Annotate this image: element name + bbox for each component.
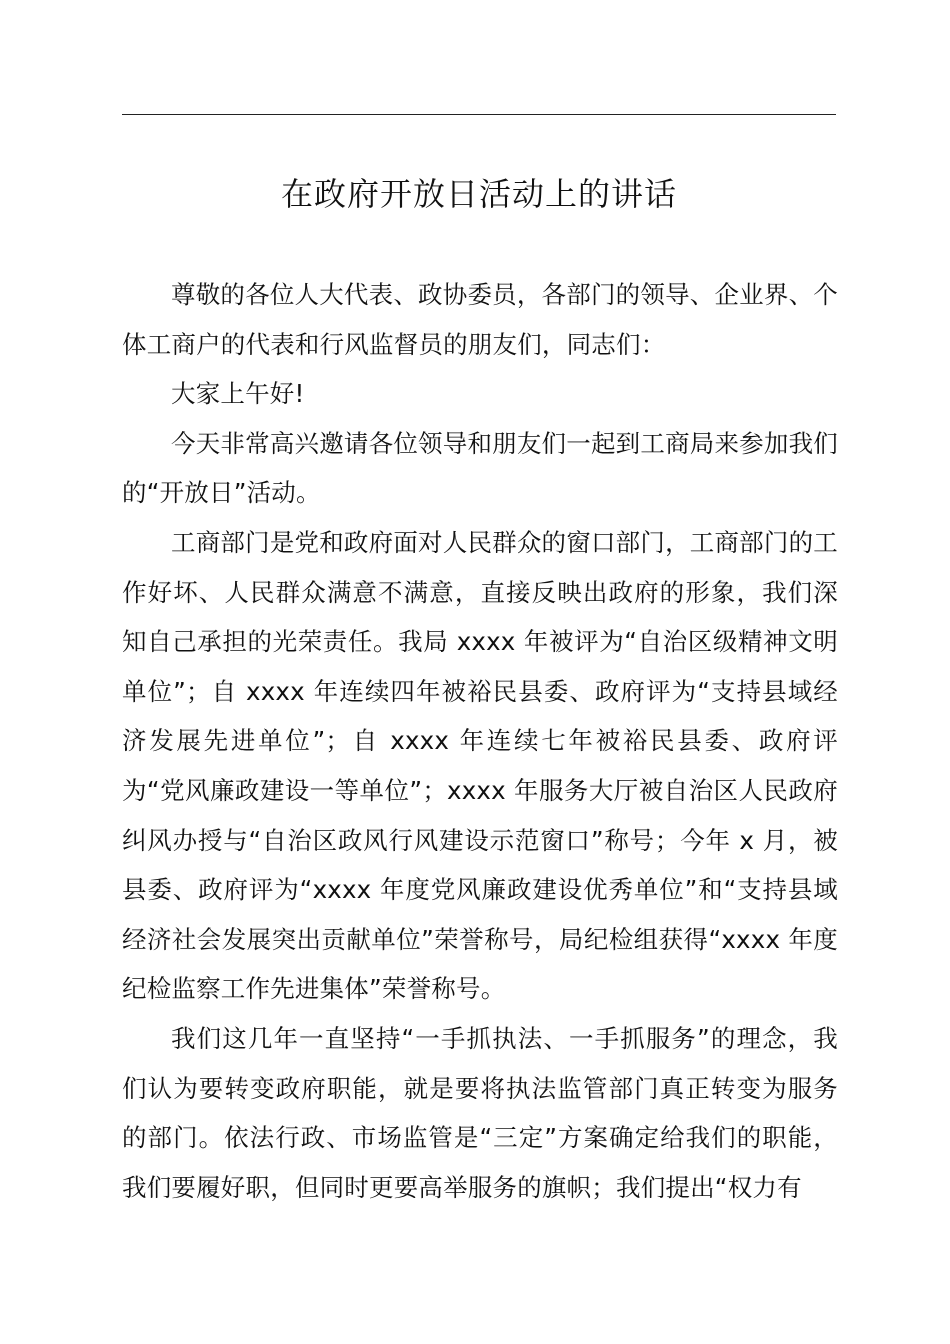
paragraph-achievements: 工商部门是党和政府面对人民群众的窗口部门，工商部门的工作好坏、人民群众满意不满意，直接反映出政府的形象，我们深知自己承担的光荣责任。我局 xxxx 年被评为“自治区级精神文明单位”；自 xxxx 年连续四年被裕民县委、政府评为“支持县域经济发展先进单位”；自 xxxx 年连续七年被裕民县委、政府评为“党风廉政建设一等单位”；xxxx 年服务大厅被自治区人民政府纠风办授与“自治区政风行风建设示范窗口”称号；今年 x 月，被县委、政府评为“xxxx 年度党风廉政建设优秀单位”和“支持县域经济社会发展突出贡献单位”荣誉称号，局纪检组获得“xxxx 年度纪检监察工作先进集体”荣誉称号。 (122, 527, 838, 1004)
paragraph-salutation: 尊敬的各位人大代表、政协委员，各部门的领导、企业界、个体工商户的代表和行风监督员的朋友们，同志们： (122, 280, 838, 359)
paragraph-service-philosophy: 我们这几年一直坚持“一手抓执法、一手抓服务”的理念，我们认为要转变政府职能，就是要将执法监管部门真正转变为服务的部门。依法行政、市场监管是“三定”方案确定给我们的职能，我们要履好职，但同时更要高举服务的旗帜；我们提出“权力有 (122, 1023, 838, 1202)
header-rule (122, 114, 836, 115)
document-title: 在政府开放日活动上的讲话 (280, 175, 677, 213)
paragraph-greeting: 大家上午好! (171, 379, 305, 409)
paragraph-welcome: 今天非常高兴邀请各位领导和朋友们一起到工商局来参加我们的“开放日”活动。 (122, 428, 838, 508)
document-body (122, 270, 838, 1212)
